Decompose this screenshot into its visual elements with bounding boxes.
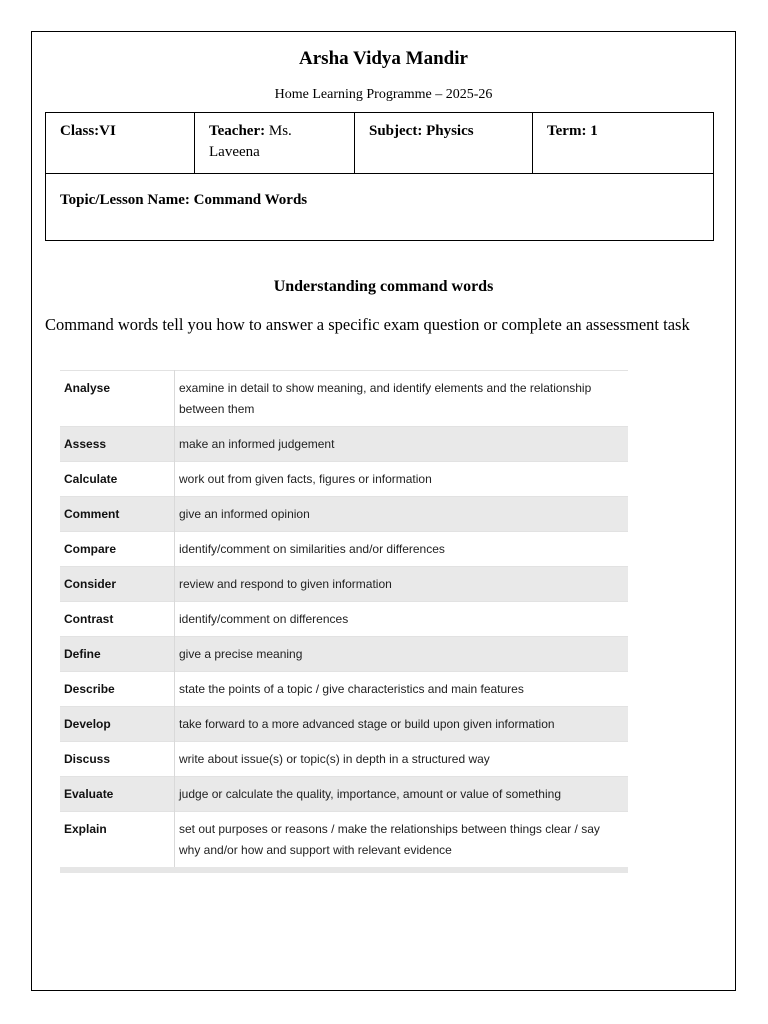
command-word-definition: set out purposes or reasons / make the relationships between things clear / say why and/or how and support with relevant evidence	[175, 812, 629, 871]
table-row	[60, 602, 628, 637]
subject-value: Physics	[426, 123, 474, 139]
command-word-definition: review and respond to given information	[175, 567, 629, 602]
command-word-definition: give an informed opinion	[175, 497, 629, 532]
class-cell	[46, 113, 195, 174]
command-word-definition: identify/comment on differences	[175, 602, 629, 637]
command-word-definition: give a precise meaning	[175, 637, 629, 672]
command-word-definition: take forward to a more advanced stage or build upon given information	[175, 707, 629, 742]
table-row	[60, 567, 628, 602]
table-row	[60, 532, 628, 567]
lesson-info-table	[45, 112, 714, 241]
teacher-value: Ms. Laveena	[209, 123, 292, 160]
table-row	[60, 742, 628, 777]
table-row	[60, 497, 628, 532]
table-row	[60, 672, 628, 707]
command-words-table	[60, 370, 628, 873]
table-row	[60, 707, 628, 742]
command-word-term: Describe	[60, 672, 175, 707]
table-row	[60, 427, 628, 462]
teacher-cell	[195, 113, 355, 174]
command-word-term: Evaluate	[60, 777, 175, 812]
command-word-definition: write about issue(s) or topic(s) in depth in a structured way	[175, 742, 629, 777]
class-label: Class:	[60, 123, 100, 139]
school-name: Arsha Vidya Mandir	[299, 48, 468, 69]
command-word-term: Compare	[60, 532, 175, 567]
table-row	[60, 777, 628, 812]
command-word-term: Contrast	[60, 602, 175, 637]
command-word-term: Calculate	[60, 462, 175, 497]
class-value: VI	[99, 123, 116, 139]
section-heading: Understanding command words	[273, 278, 494, 295]
command-word-term: Analyse	[60, 371, 175, 427]
teacher-label: Teacher:	[209, 123, 266, 139]
topic-cell	[46, 174, 714, 241]
command-word-term: Develop	[60, 707, 175, 742]
programme-title: Home Learning Programme – 2025-26	[274, 87, 493, 102]
command-word-definition: state the points of a topic / give characteristics and main features	[175, 672, 629, 707]
term-label: Term:	[547, 123, 587, 139]
table-row	[60, 462, 628, 497]
command-word-term: Define	[60, 637, 175, 672]
command-word-term: Assess	[60, 427, 175, 462]
subject-label: Subject:	[369, 123, 423, 139]
intro-paragraph: Command words tell you how to answer a specific exam question or complete an assessment task	[45, 315, 690, 334]
subject-cell	[355, 113, 533, 174]
command-word-term: Explain	[60, 812, 175, 871]
table-row	[60, 637, 628, 672]
table-row	[60, 371, 628, 427]
command-word-definition: examine in detail to show meaning, and identify elements and the relationship between them	[175, 371, 629, 427]
command-word-definition: judge or calculate the quality, importance, amount or value of something	[175, 777, 629, 812]
term-cell	[533, 113, 714, 174]
term-value: 1	[590, 123, 598, 139]
command-word-definition: work out from given facts, figures or information	[175, 462, 629, 497]
command-word-term: Comment	[60, 497, 175, 532]
command-word-term: Discuss	[60, 742, 175, 777]
command-word-definition: identify/comment on similarities and/or differences	[175, 532, 629, 567]
topic-label: Topic/Lesson Name:	[60, 192, 190, 208]
table-row	[60, 812, 628, 871]
topic-value: Command Words	[193, 192, 308, 208]
command-word-definition: make an informed judgement	[175, 427, 629, 462]
command-word-term: Consider	[60, 567, 175, 602]
